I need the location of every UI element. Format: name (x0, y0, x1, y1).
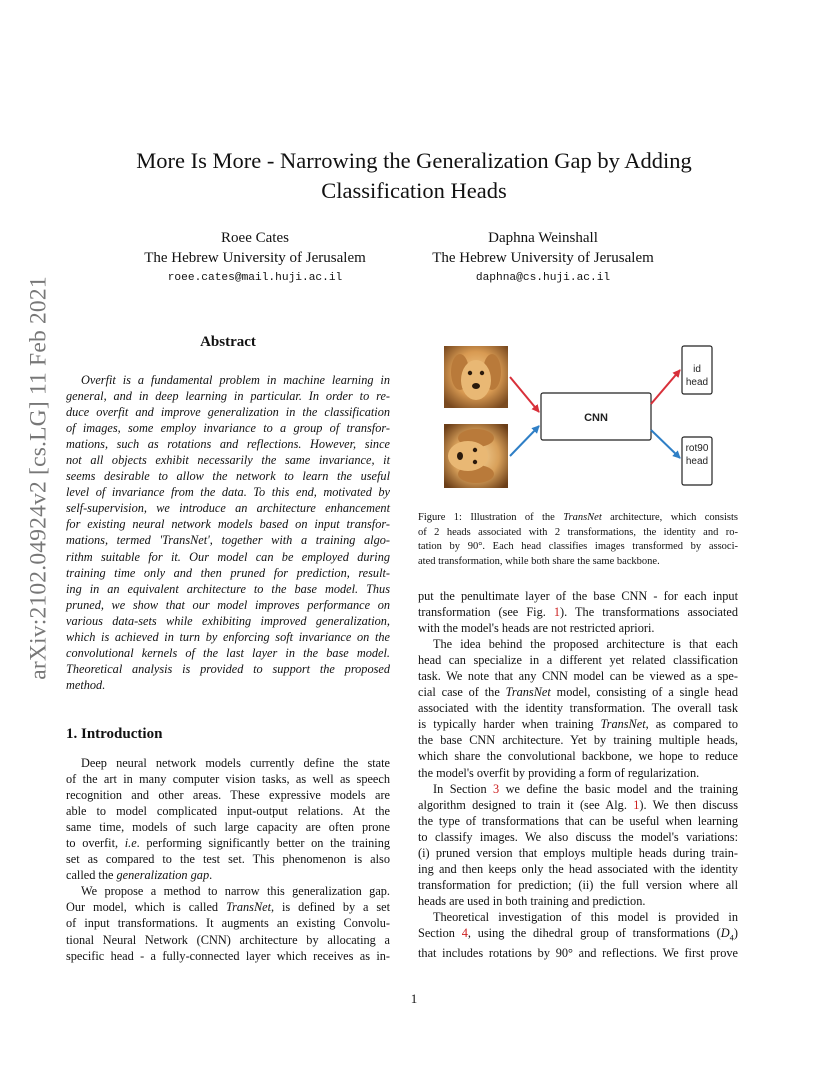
section-reference-link[interactable]: 4 (461, 925, 468, 940)
body-line: Section 4, using the dihedral group of transformations $(D_4)$ (418, 925, 738, 943)
arrow-blue-in (510, 426, 539, 456)
intro-line: recognition and other areas. These expressive models are (66, 788, 390, 803)
algorithm-reference-link[interactable]: 1 (633, 797, 640, 812)
body-line: The idea behind the proposed architecture is that each (433, 637, 738, 652)
abstract-line: for existing neural network models based on input transfor- (66, 517, 390, 532)
title-line-2: Classification Heads (321, 178, 507, 203)
abstract-line: method. (66, 677, 106, 692)
right-column-body (418, 588, 738, 962)
body-line: algorithm designed to train it (see Alg. 1). We then discuss (418, 797, 738, 812)
body-line: that includes rotations by 90° and reflections. We first prove (418, 946, 738, 961)
arxiv-stamp-text: arXiv:2102.04924v2 [cs.LG] 11 Feb 2021 (25, 276, 52, 680)
paper-title (60, 146, 768, 206)
abstract-heading: Abstract (200, 334, 256, 350)
abstract-line: general, and in deep learning in particular. In order to re- (66, 389, 390, 404)
abstract-line: seems desirable to allow the network to learn the useful (66, 469, 390, 484)
abstract-line: duce overfit and improve generalization in the classification (66, 405, 390, 420)
figure-reference-link[interactable]: 1 (553, 605, 561, 620)
arrow-blue-out (651, 430, 680, 458)
caption-line: tation by 90°. Each head classifies images transformed by associ- (418, 541, 738, 553)
body-line: In Section 3 we define the basic model and the training (433, 781, 738, 796)
body-line: transformation for prediction; (ii) the full version where all (418, 877, 738, 892)
abstract-line: mations, such as rotations and reflections. However, since (66, 437, 390, 452)
dog-image-rotated (444, 424, 508, 488)
arrow-red-out (651, 370, 680, 404)
head-rot90-label-1: rot90 (685, 443, 709, 454)
intro-line: of input transformations. It augments an existing Convolu- (66, 916, 390, 931)
author-name: Roee Cates (221, 230, 289, 246)
body-line: (i) pruned version that employs multiple heads during train- (418, 845, 738, 860)
body-line: Theoretical investigation of this model is provided in (433, 909, 738, 924)
body-line: heads are used in both training and prediction. (418, 893, 646, 908)
body-line: the type of transformations that can be useful when learning (418, 813, 738, 828)
abstract-line: which is achieved in turn by enforcing soft invariance on the (66, 629, 390, 644)
body-line: the base CNN architecture. Yet by training multiple heads, (418, 733, 738, 748)
intro-line: called the generalization gap. (66, 868, 213, 883)
caption-line: Figure 1: Illustration of the TransNet architecture, which consists (418, 512, 739, 523)
caption-line: ated transformation, while both share the same backbone. (418, 555, 660, 567)
abstract-line: not all objects exhibit necessarily the same invariance, it (66, 453, 390, 468)
head-rot90-label-2: head (685, 456, 709, 467)
intro-body (66, 755, 390, 964)
intro-line: able to model complicated input-output relations. At the (66, 804, 390, 819)
intro-line: set as compared to the test set. This phenomenon is also (66, 852, 390, 867)
author-email[interactable]: daphna@cs.huji.ac.il (475, 272, 611, 284)
page-number: 1 (410, 991, 418, 1006)
body-line: cial case of the TransNet model, consisting of a single head (418, 685, 738, 700)
figure-transnet (440, 340, 722, 496)
body-line: put the penultimate layer of the base CNN - for each input (418, 589, 738, 603)
abstract-line: self-supervision, we introduce an architecture enhancement (66, 501, 390, 516)
author-name: Daphna Weinshall (488, 230, 598, 246)
abstract-line: Overfit is a fundamental problem in machine learning in (81, 373, 390, 387)
figure-caption (418, 511, 738, 569)
author-affiliation: The Hebrew University of Jerusalem (144, 250, 366, 266)
body-line: to classify images. We also discuss the model's variations: (418, 829, 738, 844)
body-line: ing and then keeps only the head associated with the identity (418, 861, 738, 876)
intro-line: We propose a method to narrow this generalization gap. (81, 884, 390, 899)
abstract-line: convolutional kernels of the last layer in the base model. (66, 645, 390, 660)
abstract-line: training time only and then pruned for prediction, result- (66, 565, 390, 580)
intro-line: Deep neural network models currently define the state (81, 756, 390, 770)
abstract-line: pruned, we show that our model improves performance on (66, 597, 390, 612)
intro-line: Our model, which is called TransNet, is defined by a set (66, 900, 390, 915)
body-line: associated with the identity transformation. The overall task (418, 701, 738, 716)
abstract-line: Theoretical analysis is provided to support the proposed (66, 661, 390, 676)
title-line-1: More Is More - Narrowing the Generalization Gap by Adding (136, 148, 692, 173)
author-block-2 (412, 228, 674, 288)
author-block-1 (100, 228, 410, 288)
abstract-line: rithm suitable for it. Our model can be employed during (66, 549, 390, 564)
author-affiliation: The Hebrew University of Jerusalem (432, 250, 654, 266)
author-email[interactable]: roee.cates@mail.huji.ac.il (167, 272, 343, 284)
head-id-label-2: head (685, 377, 709, 388)
abstract-line: various data-sets while exhibiting improved generalization, (66, 613, 390, 628)
arxiv-stamp (21, 278, 57, 678)
section-heading-introduction: 1. Introduction (66, 726, 163, 742)
intro-line: to overfit, i.e. performing significantly better on the training (66, 836, 390, 851)
head-id-label-1: id (693, 364, 701, 375)
abstract-line: of images, some employ invariance to a group of transfor- (66, 421, 390, 436)
caption-line: of 2 heads associated with 2 transformations, the identity and ro- (418, 526, 738, 538)
arrow-red-in (510, 377, 539, 412)
intro-line: tional Neural Network (CNN) architecture by allocating a (66, 932, 390, 947)
intro-line: specific head - a fully-connected layer which receives as in- (66, 948, 390, 963)
intro-line: same time, models of such large capacity are often prone (66, 820, 390, 835)
body-line: the model's overfit by providing a form of regularization. (418, 765, 700, 780)
section-reference-link[interactable]: 3 (493, 781, 500, 796)
abstract-line: ing in an equivalent architecture to the base model. Thus (66, 581, 390, 596)
body-line: transformation (see Fig. 1). The transformations associated (418, 605, 738, 620)
body-line: with the model's heads are not restricted apriori. (418, 621, 655, 636)
abstract-line: level of invariance from the data. To this end, motivated by (66, 485, 390, 500)
intro-line: of the art in many computer vision tasks, as well as speech (66, 772, 390, 787)
abstract-line: mations, termed 'TransNet', together with a training algo- (66, 533, 390, 548)
dog-image-original (444, 346, 508, 408)
abstract-body (66, 372, 390, 693)
body-line: which share the convolutional backbone, we hope to reduce (418, 749, 738, 764)
cnn-label: CNN (584, 412, 608, 424)
body-line: is typically harder when training TransNet, as compared to (418, 717, 738, 732)
body-line: head can specialize in a different yet related classification (418, 653, 738, 668)
body-line: task. We note that any CNN model can be viewed as a spe- (418, 669, 738, 684)
